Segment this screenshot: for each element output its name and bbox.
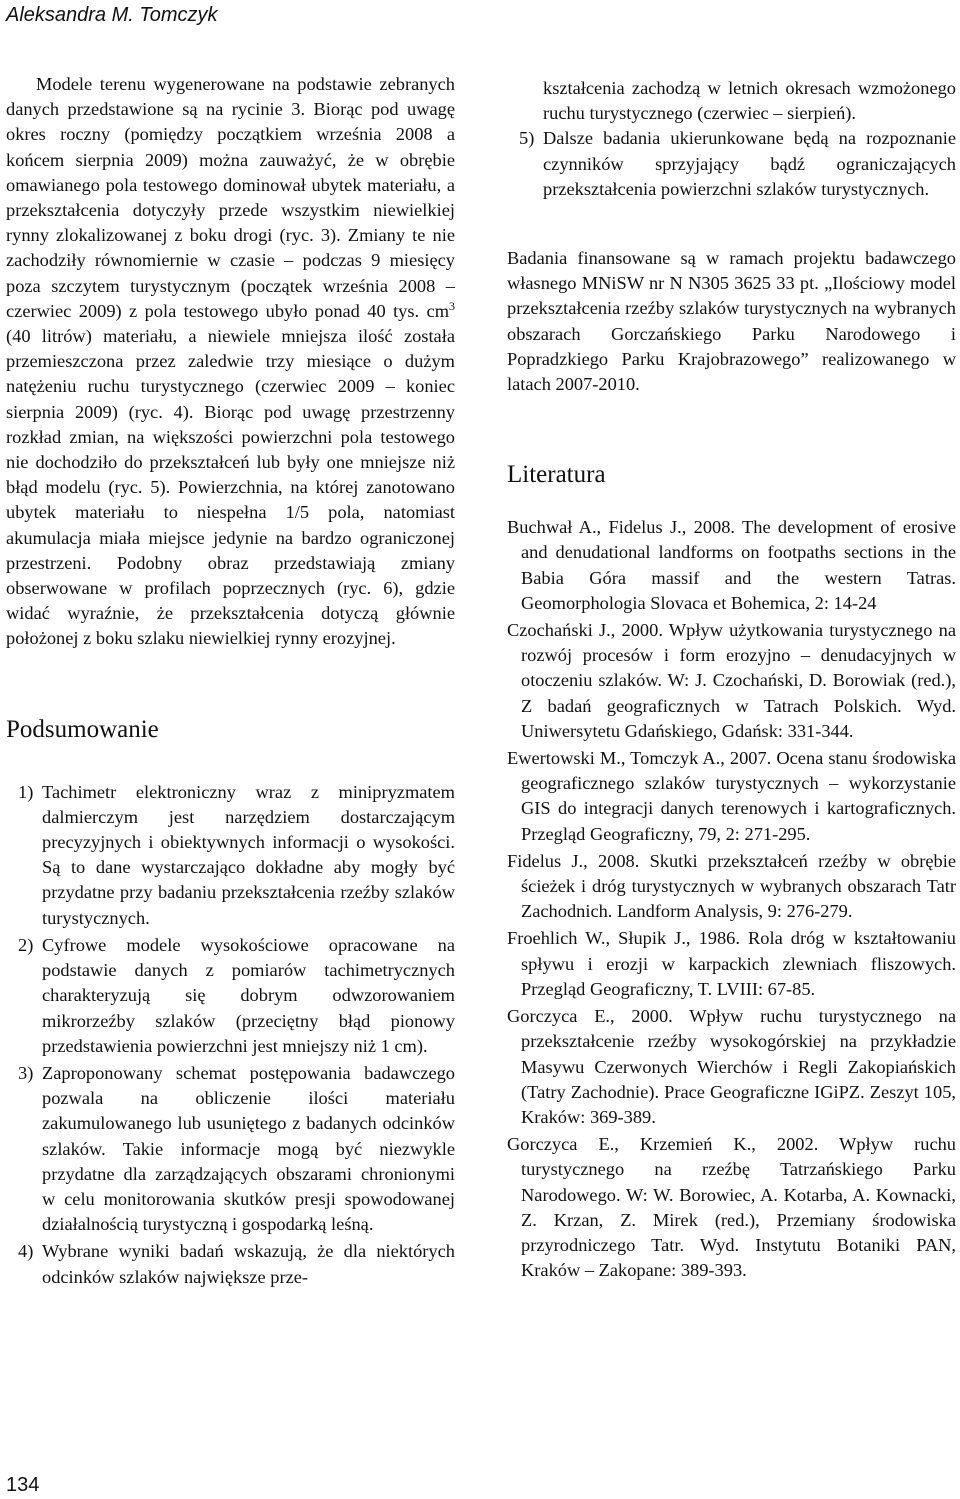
funding-note: Badania finansowane są w ramach projektu badawczego własnego MNiSW nr N N305 3625 33 pt. „Ilościowy model przekształcenia rzeźby szlaków turystycznych na wybranych obszarach Gorczańskiego Parku Narodowego i Popradzkiego Parku Krajobrazowego” realizowanego w latach 2007-2010. — [507, 248, 956, 395]
body-paragraph — [6, 72, 455, 652]
item-number: 5) — [519, 128, 535, 149]
reference-entry: Czochański J., 2000. Wpływ użytkowania turystycznego na rozwój procesów i form erozyjno – denudacyjnych w otoczeniu szlaków. W: J. Czochański, D. Borowiak (red.), Z badań geograficznych w Tatrach Polskich. Wyd. Uniwersytetu Gdańskiego, Gdańsk: 331-344. — [507, 620, 956, 741]
conclusion-item — [6, 1239, 455, 1289]
body-text: Modele terenu wygenerowane na podstawie zebranych danych przedstawione są na rycinie 3. Biorąc pod uwagę okres roczny (pomiędzy początkiem września 2008 a końcem sierpnia 2009) można zauważyć, że w obrębie omawianego pola testowego dominował ubytek materiału, a przekształcenia dotyczyły przede wszystkim niewielkiej rynny zlokalizowanej z boku drogi (ryc. 3). Zmiany te nie zachodziły równomiernie w czasie – podczas 9 miesięcy poza szczytem turystycznym (początek września 2008 – czerwiec 2009) z pola testowego ubyło ponad 40 tys. cm — [6, 74, 455, 321]
item-number: 4) — [18, 1241, 34, 1262]
reference-entry: Froehlich W., Słupik J., 1986. Rola dróg w kształtowaniu spływu i erozji w karpackich zlewniach fliszowych. Przegląd Geograficzny, T. LVIII: 67-85. — [507, 928, 956, 999]
conclusions-list-continued — [507, 126, 956, 202]
conclusion-continuation: kształcenia zachodzą w letnich okresach wzmożonego ruchu turystycznego (czerwiec – sierpień). — [543, 78, 956, 124]
item-text: Cyfrowe modele wysokościowe opracowane na podstawie danych z pomiarów tachimetrycznych charakteryzują się dobrym odwzorowaniem mikrorzeźby szlaków (przeciętny błąd pionowy przedstawienia powierzchni jest mniejszy niż 1 cm). — [42, 934, 455, 1056]
left-column — [6, 72, 455, 1292]
item-number: 3) — [18, 1062, 34, 1083]
right-column — [507, 76, 956, 1285]
conclusion-item — [6, 933, 455, 1059]
item-text: Zaproponowany schemat postępowania badawczego pozwala na obliczenie ilości materiału zakumulowanego lub usuniętego z badanych odcinków szlaków. Takie informacje mogą być niezwykle przydatne dla zarządzających obszarami chronionymi w celu monitorowania skutków presji spowodowanej działalnością turystyczną i gospodarką leśną. — [42, 1062, 455, 1235]
conclusions-list — [6, 780, 455, 1290]
reference-list — [507, 515, 956, 1283]
body-text-continued: (40 litrów) materiału, a niewiele mniejsza ilość została przemieszczona przez zaledwie trzy miesiące o dużym natężeniu ruchu turystycznego (czerwiec 2009 – koniec sierpnia 2009) (ryc. 4). Biorąc pod uwagę przestrzenny rozkład zmian, na większości powierzchni pola testowego nie dochodziło do przekształceń lub były one mniejsze niż błąd modelu (ryc. 5). Powierzchnia, na której zanotowano ubytek materiału to niespełna 1/5 pola, natomiast akumulacja miała miejsce jedynie na bardzo ograniczonej przestrzeni. Podobny obraz przedstawiają zmiany obserwowane w profilach poprzecznych (ryc. 6), gdzie widać wyraźnie, że przekształcenia dotyczą głównie położonej z boku szlaku niewielkiej rynny erozyjnej. — [6, 326, 455, 649]
reference-entry: Gorczyca E., 2000. Wpływ ruchu turystycznego na przekształcenie rzeźby wysokogórskiej na przykładzie Masywu Czerwonych Wierchów i Regli Zakopiańskich (Tatry Zachodnie). Prace Geograficzne IGiPZ. Zeszyt 105, Kraków: 369-389. — [507, 1006, 956, 1127]
reference-entry: Buchwał A., Fidelus J., 2008. The development of erosive and denudational landforms on footpaths sections in the Babia Góra massif and the western Tatras. Geomorphologia Slovaca et Bohemica, 2: 14-24 — [507, 517, 956, 613]
item-text: Dalsze badania ukierunkowane będą na rozpoznanie czynników sprzyjający bądź ograniczających przekształcenia powierzchni szlaków turystycznych. — [543, 128, 956, 199]
running-header-author: Aleksandra M. Tomczyk — [6, 4, 218, 26]
reference-entry: Fidelus J., 2008. Skutki przekształceń rzeźby w obrębie ścieżek i dróg turystycznych w wybranych obszarach Tatr Zachodnich. Landform Analysis, 9: 276-279. — [507, 850, 956, 922]
conclusion-item — [6, 1061, 455, 1237]
conclusion-item — [6, 780, 455, 931]
reference-entry: Gorczyca E., Krzemień K., 2002. Wpływ ruchu turystycznego na rzeźbę Tatrzańskiego Parku Narodowego. W: W. Borowiec, A. Kotarba, A. Kownacki, Z. Krzan, Z. Mirek (red.), Przemiany środowiska przyrodniczego Tatr. Wyd. Instytutu Botaniki PAN, Kraków – Zakopane: 389-393. — [507, 1134, 956, 1281]
section-heading-literature: Literatura — [507, 461, 606, 489]
item-number: 1) — [18, 781, 34, 802]
superscript-3: 3 — [449, 298, 455, 313]
reference-entry: Ewertowski M., Tomczyk A., 2007. Ocena stanu środowiska geograficznego szlaków turystycznych – wykorzystanie GIS do integracji danych terenowych i kartograficznych. Przegląd Geograficzny, 79, 2: 271-295. — [507, 748, 956, 844]
item-number: 2) — [18, 934, 34, 955]
page-number: 134 — [6, 1474, 40, 1496]
conclusion-item — [507, 126, 956, 202]
item-text: Wybrane wyniki badań wskazują, że dla niektórych odcinków szlaków największe prze- — [42, 1241, 455, 1287]
section-heading-summary: Podsumowanie — [6, 715, 159, 743]
item-text: Tachimetr elektroniczny wraz z minipryzmatem dalmierczym jest narzędziem dostarczającym precyzyjnych i obiektywnych informacji o wysokości. Są to dane wystarczająco dokładne aby mogły być przydatne przy badaniu przekształcenia rzeźby szlaków turystycznych. — [42, 781, 455, 928]
